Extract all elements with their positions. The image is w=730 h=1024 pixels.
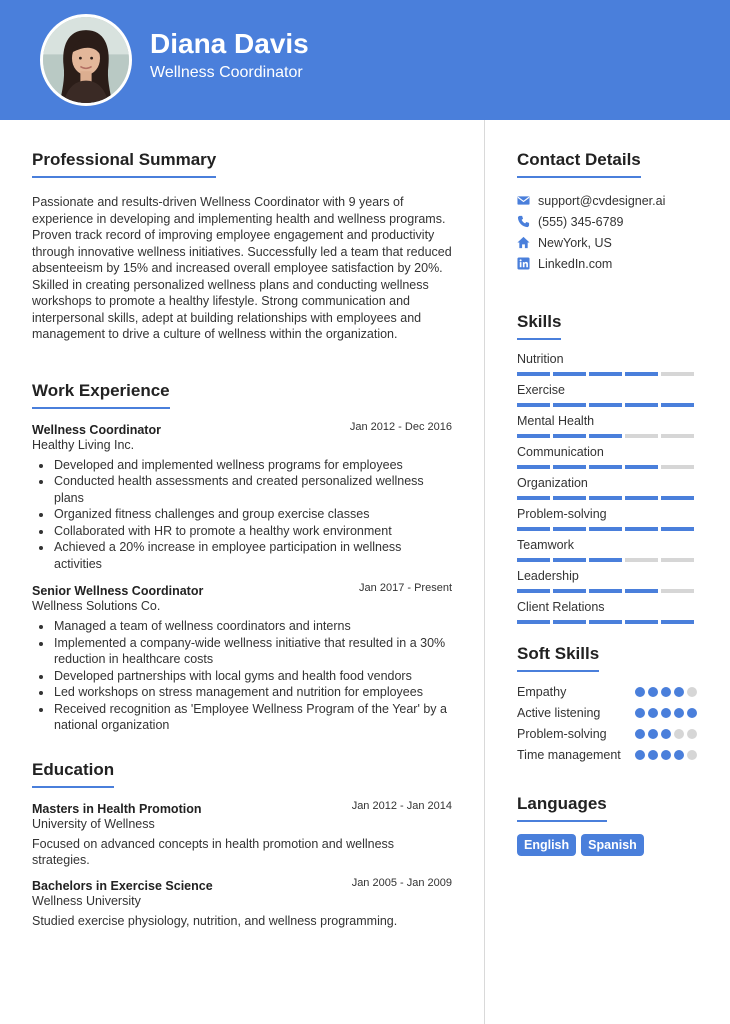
skill-level-segment — [553, 527, 586, 531]
education-entry — [32, 800, 452, 869]
contact-email[interactable] — [517, 190, 697, 211]
rating-dot — [635, 708, 645, 718]
rating-dot — [648, 687, 658, 697]
skill-level-segment — [589, 465, 622, 469]
skills-list — [517, 352, 697, 624]
skill-item — [517, 352, 697, 376]
education-dates: Jan 2005 - Jan 2009 — [351, 876, 452, 889]
column-divider — [484, 120, 485, 1024]
rating-dot — [648, 708, 658, 718]
rating-dot — [661, 750, 671, 760]
phone-icon — [517, 215, 530, 228]
sidebar-column — [517, 150, 697, 856]
contact-text: LinkedIn.com — [538, 256, 613, 271]
skill-item — [517, 414, 697, 438]
candidate-title: Wellness Coordinator — [150, 64, 303, 81]
skill-level-segment — [625, 558, 658, 562]
soft-skills-list — [517, 684, 697, 768]
rating-dot — [674, 750, 684, 760]
contact-location — [517, 232, 697, 253]
skill-level-segment — [517, 620, 550, 624]
skill-level-segment — [589, 589, 622, 593]
rating-dot — [674, 729, 684, 739]
skill-level-segment — [517, 527, 550, 531]
contact-heading: Contact Details — [517, 150, 641, 178]
skill-item — [517, 538, 697, 562]
skill-level-bar — [517, 434, 697, 438]
candidate-name: Diana Davis — [150, 28, 309, 59]
skill-level-segment — [517, 589, 550, 593]
experience-section — [32, 381, 452, 734]
rating-dot — [648, 729, 658, 739]
skill-name: Leadership — [517, 569, 579, 583]
soft-skill-item — [517, 747, 697, 768]
linkedin-icon — [517, 257, 530, 270]
skill-level-segment — [661, 558, 694, 562]
skill-level-segment — [661, 620, 694, 624]
soft-skills-heading: Soft Skills — [517, 644, 599, 672]
job-bullets — [32, 457, 452, 573]
soft-skill-rating — [635, 750, 697, 760]
soft-skill-rating — [635, 729, 697, 739]
skill-level-segment — [661, 465, 694, 469]
skill-level-segment — [517, 496, 550, 500]
skill-level-bar — [517, 589, 697, 593]
skill-item — [517, 476, 697, 500]
skill-level-segment — [625, 403, 658, 407]
languages-heading: Languages — [517, 794, 607, 822]
rating-dot — [674, 687, 684, 697]
skill-level-segment — [661, 527, 694, 531]
skill-level-segment — [589, 403, 622, 407]
skill-name: Client Relations — [517, 600, 605, 614]
rating-dot — [687, 687, 697, 697]
skill-level-segment — [517, 403, 550, 407]
email-icon — [517, 194, 530, 207]
job-bullet: Led workshops on stress management and nutrition for employees — [32, 684, 452, 701]
degree-title: Bachelors in Exercise Science — [32, 878, 213, 893]
job-bullets — [32, 618, 452, 734]
education-entry — [32, 877, 452, 930]
contact-text: (555) 345-6789 — [538, 214, 624, 229]
language-tags — [517, 834, 697, 856]
skill-item — [517, 569, 697, 593]
job-bullet: Developed partnerships with local gyms and health food vendors — [32, 668, 452, 685]
skill-level-segment — [661, 496, 694, 500]
summary-text: Passionate and results-driven Wellness Coordinator with 9 years of experience in developing and implementing health and wellness programs. Proven track record of improving employee engagement and productivity through innovative wellness initiatives. Successfully led a team that reduced absenteeism by 15% and increased overall employee satisfaction by 20%. Skilled in creating personalized wellness plans and conducting wellness workshops to promote a healthy lifestyle. Strong communication and interpersonal skills, adept at building relationships with employees and management to drive a culture of wellness within the organization. — [32, 195, 452, 341]
main-column — [32, 150, 452, 937]
contact-text: support@cvdesigner.ai — [538, 193, 666, 208]
skill-item — [517, 600, 697, 624]
degree-title: Masters in Health Promotion — [32, 801, 202, 816]
soft-skill-item — [517, 726, 697, 747]
skill-level-segment — [589, 527, 622, 531]
job-bullet: Implemented a company-wide wellness initiative that resulted in a 30% reduction in healthcare costs — [32, 635, 452, 668]
contact-text: NewYork, US — [538, 235, 612, 250]
soft-skill-name: Empathy — [517, 685, 567, 699]
skill-level-segment — [553, 496, 586, 500]
language-tag: Spanish — [581, 834, 644, 856]
skill-level-segment — [589, 558, 622, 562]
skill-level-segment — [553, 465, 586, 469]
skill-name: Teamwork — [517, 538, 574, 552]
education-dates: Jan 2012 - Jan 2014 — [351, 799, 452, 812]
soft-skill-item — [517, 684, 697, 705]
job-bullet: Organized fitness challenges and group exercise classes — [32, 506, 452, 523]
skill-name: Nutrition — [517, 352, 564, 366]
education-section — [32, 760, 452, 930]
job-bullet: Developed and implemented wellness programs for employees — [32, 457, 452, 474]
skill-level-segment — [625, 496, 658, 500]
skill-level-segment — [517, 558, 550, 562]
skill-level-segment — [625, 434, 658, 438]
skill-level-segment — [661, 372, 694, 376]
job-dates: Jan 2012 - Dec 2016 — [349, 420, 452, 433]
skill-name: Exercise — [517, 383, 565, 397]
job-entry — [32, 582, 452, 734]
experience-heading: Work Experience — [32, 381, 170, 409]
skill-level-segment — [517, 434, 550, 438]
rating-dot — [687, 750, 697, 760]
skill-level-segment — [661, 434, 694, 438]
skill-level-segment — [517, 465, 550, 469]
skill-level-segment — [553, 558, 586, 562]
rating-dot — [648, 750, 658, 760]
skill-level-segment — [553, 372, 586, 376]
skill-level-segment — [625, 589, 658, 593]
skill-level-segment — [553, 620, 586, 624]
skill-item — [517, 445, 697, 469]
skill-level-segment — [589, 434, 622, 438]
skill-level-segment — [661, 403, 694, 407]
job-entry — [32, 421, 452, 573]
home-icon — [517, 236, 530, 249]
skill-level-segment — [625, 372, 658, 376]
rating-dot — [687, 708, 697, 718]
skill-level-segment — [625, 527, 658, 531]
skill-name: Communication — [517, 445, 604, 459]
job-title: Wellness Coordinator — [32, 422, 161, 437]
skill-item — [517, 507, 697, 531]
skill-level-segment — [553, 589, 586, 593]
school-name: Wellness University — [32, 893, 141, 908]
soft-skill-rating — [635, 708, 697, 718]
education-heading: Education — [32, 760, 114, 788]
skill-level-segment — [589, 620, 622, 624]
skill-name: Problem-solving — [517, 507, 607, 521]
job-bullet: Collaborated with HR to promote a healthy work environment — [32, 523, 452, 540]
job-bullet: Managed a team of wellness coordinators and interns — [32, 618, 452, 635]
skills-heading: Skills — [517, 312, 561, 340]
job-dates: Jan 2017 - Present — [359, 582, 452, 594]
education-description: Studied exercise physiology, nutrition, and wellness programming. — [32, 913, 398, 928]
job-bullet: Received recognition as 'Employee Wellness Program of the Year' by a national organization — [32, 701, 452, 734]
rating-dot — [661, 708, 671, 718]
job-company: Wellness Solutions Co. — [32, 599, 161, 613]
school-name: University of Wellness — [32, 816, 155, 831]
soft-skill-item — [517, 705, 697, 726]
soft-skill-rating — [635, 687, 697, 697]
language-tag: English — [517, 834, 576, 856]
soft-skill-name: Time management — [517, 748, 621, 762]
rating-dot — [635, 729, 645, 739]
rating-dot — [635, 687, 645, 697]
summary-section — [32, 150, 452, 343]
header-banner — [0, 0, 730, 120]
skill-level-bar — [517, 496, 697, 500]
rating-dot — [635, 750, 645, 760]
soft-skills-section — [517, 644, 697, 768]
skill-level-bar — [517, 465, 697, 469]
skill-name: Mental Health — [517, 414, 595, 428]
rating-dot — [661, 687, 671, 697]
job-company: Healthy Living Inc. — [32, 437, 135, 452]
skill-level-bar — [517, 527, 697, 531]
rating-dot — [687, 729, 697, 739]
contact-phone[interactable] — [517, 211, 697, 232]
skill-level-segment — [553, 434, 586, 438]
summary-heading: Professional Summary — [32, 150, 216, 178]
skill-level-segment — [661, 589, 694, 593]
skill-level-bar — [517, 558, 697, 562]
job-bullet: Achieved a 20% increase in employee participation in wellness activities — [32, 539, 452, 572]
job-title: Senior Wellness Coordinator — [32, 584, 204, 598]
skill-level-segment — [553, 403, 586, 407]
skill-level-bar — [517, 372, 697, 376]
skill-item — [517, 383, 697, 407]
skill-level-segment — [517, 372, 550, 376]
skill-level-segment — [625, 465, 658, 469]
skills-section — [517, 312, 697, 624]
skill-level-segment — [625, 620, 658, 624]
soft-skill-name: Problem-solving — [517, 727, 607, 741]
avatar — [40, 14, 132, 106]
education-description: Focused on advanced concepts in health promotion and wellness strategies. — [32, 836, 395, 867]
job-bullet: Conducted health assessments and created personalized wellness plans — [32, 473, 452, 506]
profile-photo — [43, 17, 129, 103]
skill-name: Organization — [517, 476, 588, 490]
skill-level-segment — [589, 372, 622, 376]
skill-level-bar — [517, 403, 697, 407]
rating-dot — [674, 708, 684, 718]
contact-section — [517, 150, 697, 274]
contact-linkedin[interactable] — [517, 253, 697, 274]
languages-section — [517, 794, 697, 856]
rating-dot — [661, 729, 671, 739]
skill-level-bar — [517, 620, 697, 624]
soft-skill-name: Active listening — [517, 706, 601, 720]
skill-level-segment — [589, 496, 622, 500]
